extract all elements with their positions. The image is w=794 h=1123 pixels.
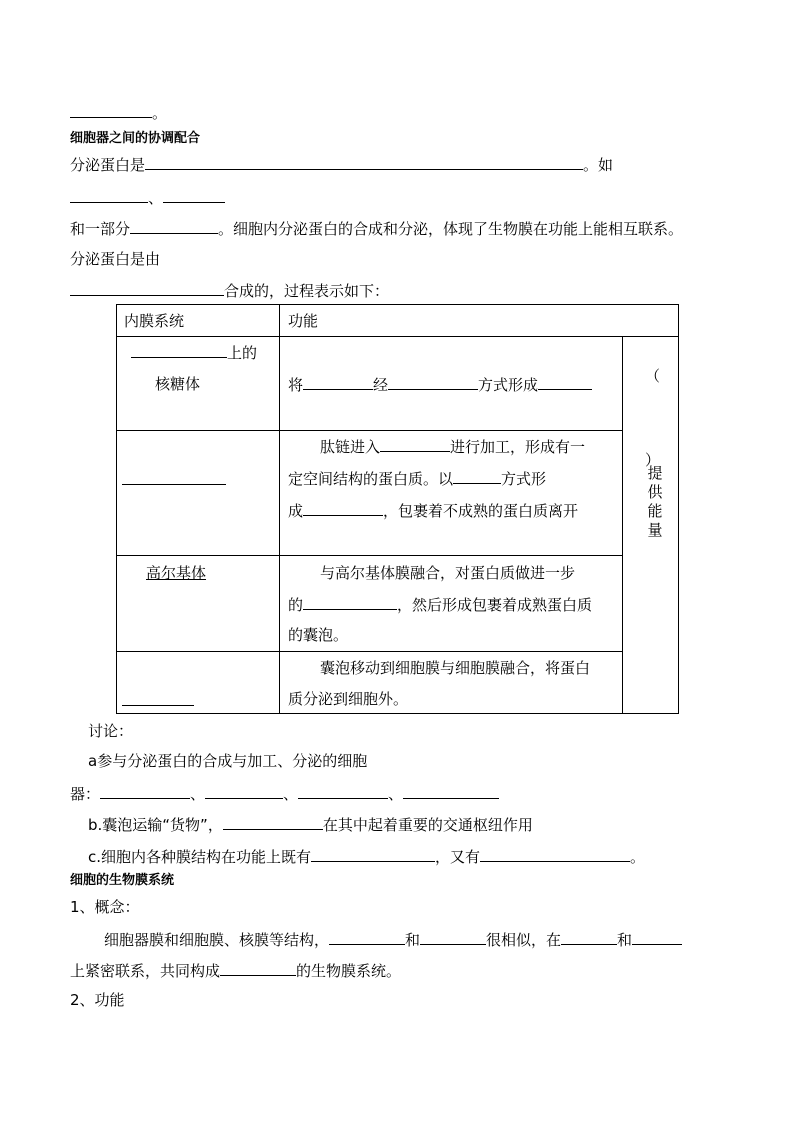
table-border-top [116,304,678,305]
line-text: 上紧密联系，共同构成 [70,962,221,980]
fill-blank[interactable] [303,500,383,516]
fill-blank[interactable] [145,154,583,170]
line-text: 的生物膜系统。 [296,962,402,980]
line-text: 分泌蛋白是 [70,156,146,174]
fill-blank[interactable] [100,783,190,799]
fill-blank[interactable] [388,374,478,390]
side-energy-text: 提供能量 [647,464,663,539]
section-heading-membrane-system: 细胞的生物膜系统 [70,873,175,888]
row-divider [116,555,622,556]
separator: 、 [190,785,206,803]
fill-blank[interactable] [380,436,450,452]
table-border-bottom [116,713,678,714]
membrane-connection-line [70,218,683,239]
secretory-protein-def-line [70,154,613,175]
row4-structure [122,691,194,711]
line-text: 和 [405,931,421,949]
discussion-c [88,846,645,867]
process-intro-line [70,280,389,301]
discussion-title: 讨论： [88,722,134,740]
row1-function [288,374,592,395]
fill-blank[interactable] [453,468,501,484]
fill-blank[interactable] [70,102,152,118]
header-function: 功能 [288,312,319,330]
concept-title: 1、概念： [70,898,140,916]
line-text: 。细胞内分泌蛋白的合成和分泌，体现了生物膜在功能上能相互联系。 [218,220,684,238]
line-text: 细胞器膜和细胞膜、核膜等结构， [104,931,330,949]
fill-blank[interactable] [205,783,283,799]
discussion-b [88,814,533,835]
row1-ribosome: 核糖体 [155,375,201,393]
concept-line2 [70,960,401,981]
row4-function-line2: 质分泌到细胞外。 [288,690,409,708]
line-text: b.囊泡运输“货物”， [88,816,223,834]
fill-blank[interactable] [220,960,296,976]
table-header-divider [116,336,678,337]
cell-text: 方式形成 [478,376,539,394]
separator: 、 [388,785,404,803]
cell-text: 经 [373,376,389,394]
fill-blank[interactable] [311,846,435,862]
cell-text: 将 [288,376,304,394]
table-border-right [678,304,679,714]
separator: 、 [283,785,299,803]
fill-blank[interactable] [70,187,148,203]
cell-text: 定空间结构的蛋白质。以 [288,470,454,488]
cell-text: ，然后形成包裹着成熟蛋白质 [397,596,593,614]
fill-blank[interactable] [403,783,499,799]
fill-blank[interactable] [122,469,226,485]
cell-text: 进行加工，形成有一 [450,438,586,456]
section-heading-coordination: 细胞器之间的协调配合 [70,131,201,146]
side-column-divider [622,336,623,714]
row2-function-line2 [288,468,546,489]
line-text: 合成的，过程表示如下： [224,282,390,300]
concept-line1 [104,929,682,950]
fill-blank[interactable] [632,929,682,945]
fill-blank[interactable] [480,846,630,862]
line-text: 和 [617,931,633,949]
column-divider [279,304,280,714]
fill-blank[interactable] [130,218,218,234]
fill-blank[interactable] [303,594,397,610]
fill-blank[interactable] [131,342,227,358]
example-blanks-line [70,187,225,208]
cell-text: 上的 [227,344,258,362]
line-text: 在其中起着重要的交通枢纽作用 [322,816,533,834]
row4-function-line1: 囊泡移动到细胞膜与细胞膜融合，将蛋白 [320,659,591,677]
fill-blank[interactable] [70,280,224,296]
row3-golgi: 高尔基体 [146,564,207,582]
line-text: 。如 [583,156,614,174]
cell-text: 成 [288,502,304,520]
fill-blank[interactable] [298,783,388,799]
function-title: 2、功能 [70,991,125,1009]
cell-text: ，包裹着不成熟的蛋白质离开 [383,502,579,520]
fill-blank[interactable] [223,814,323,830]
line-text: c.细胞内各种膜结构在功能上既有 [88,848,312,866]
cell-text: 的 [288,596,304,614]
line-text: 器： [70,785,101,803]
row3-function-line1: 与高尔基体膜融合，对蛋白质做进一步 [320,564,576,582]
line-text: 很相似，在 [486,931,562,949]
cell-text: 肽链进入 [320,438,381,456]
fill-blank[interactable] [163,187,225,203]
row3-function-line3: 的囊泡。 [288,626,349,644]
fill-blank[interactable] [122,693,194,706]
fill-blank[interactable] [420,929,486,945]
discussion-a-line1: a参与分泌蛋白的合成与加工、分泌的细胞 [88,752,368,770]
line-text: ，又有 [435,848,481,866]
cell-text: 方式形 [501,470,547,488]
synthesis-line: 分泌蛋白是由 [70,250,161,268]
end-mark: 。 [152,104,168,122]
table-border-left [116,304,117,714]
line-text: 和一部分 [70,220,131,238]
top-fragment-line [70,102,167,123]
row2-function-line1 [320,436,585,457]
row2-function-line3 [288,500,578,521]
side-paren-close: ） [645,451,661,469]
row2-structure [122,469,226,490]
row3-function-line2 [288,594,592,615]
fill-blank[interactable] [303,374,373,390]
fill-blank[interactable] [329,929,405,945]
fill-blank[interactable] [538,374,592,390]
header-inner-membrane-system: 内膜系统 [124,312,185,330]
row1-structure-line1 [131,342,257,363]
row-divider [116,651,622,652]
discussion-a-line2 [70,783,499,804]
fill-blank[interactable] [561,929,617,945]
separator: 、 [148,189,164,207]
line-text: 。 [630,848,646,866]
side-paren-open: （ [645,367,661,385]
row-divider [116,430,622,431]
